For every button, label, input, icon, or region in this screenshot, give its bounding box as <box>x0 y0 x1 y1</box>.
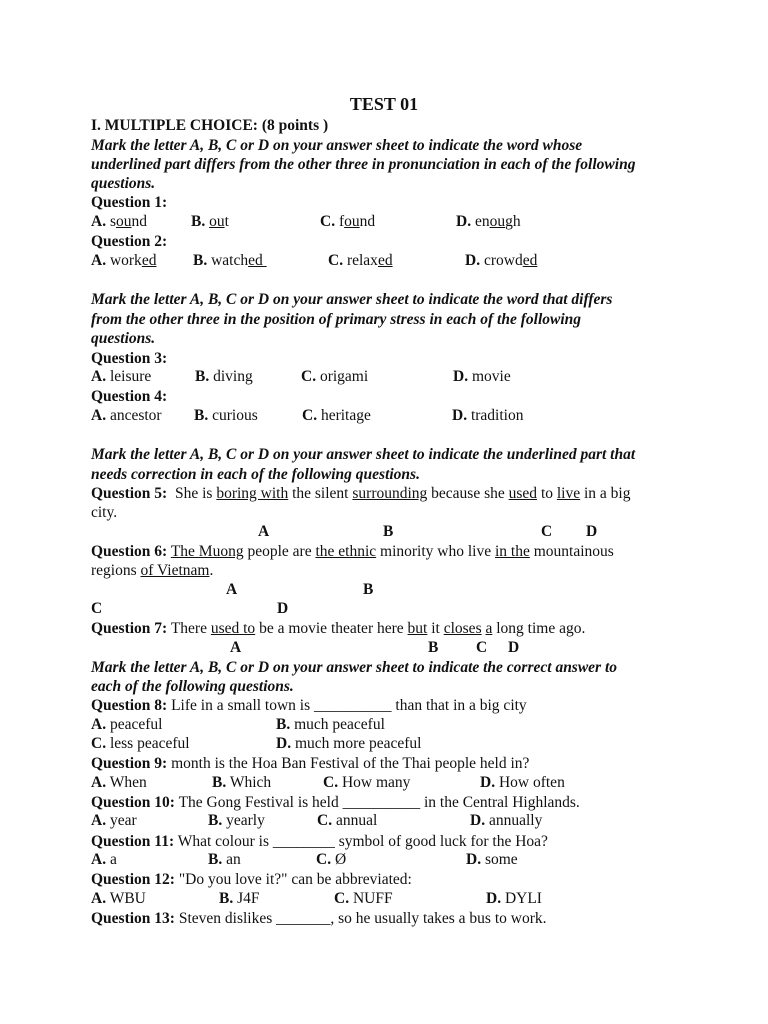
section-heading: I. MULTIPLE CHOICE: (8 points ) <box>91 117 329 134</box>
q2-option-c: C. relaxed <box>328 252 393 269</box>
q11-option-b: B. an <box>208 851 241 868</box>
q3-option-a: A. leisure <box>91 368 152 385</box>
q12-option-b: B. J4F <box>219 890 260 907</box>
q8-option-b: B. much peaceful <box>276 716 385 733</box>
q8-option-d: D. much more peaceful <box>276 735 422 752</box>
question-9: Question 9: month is the Hoa Ban Festival of the Thai people held in? <box>91 755 530 772</box>
question-8: Question 8: Life in a small town is __________ than that in a big city <box>91 697 527 714</box>
question-13: Question 13: Steven dislikes _______, so he usually takes a bus to work. <box>91 910 547 927</box>
q1-option-a: A. sound <box>91 213 147 230</box>
instruction-stress: from the other three in the position of primary stress in each of the following <box>91 311 582 328</box>
instruction-correct-answer: Mark the letter A, B, C or D on your answer sheet to indicate the correct answer to <box>91 659 618 676</box>
question-2-label: Question 2: <box>91 233 168 250</box>
q1-option-c: C. found <box>320 213 376 230</box>
q8-option-c: C. less peaceful <box>91 735 190 752</box>
q2-option-d: D. crowded <box>465 252 538 269</box>
q3-option-c: C. origami <box>301 368 369 385</box>
instruction-stress: questions. <box>91 330 156 347</box>
q10-option-d: D. annually <box>470 812 543 829</box>
instruction-stress: Mark the letter A, B, C or D on your answer sheet to indicate the word that differs <box>91 291 613 308</box>
q9-option-d: D. How often <box>480 774 565 791</box>
instruction-correction: needs correction in each of the following questions. <box>91 466 420 483</box>
q4-option-a: A. ancestor <box>91 407 162 424</box>
q3-option-b: B. diving <box>195 368 253 385</box>
question-10: Question 10: The Gong Festival is held __________ in the Central Highlands. <box>91 794 580 811</box>
instruction-pronunciation: underlined part differs from the other three in pronunciation in each of the following <box>91 156 636 173</box>
question-7: Question 7: There used to be a movie theater here but it closes a long time ago. <box>91 620 586 637</box>
q12-option-c: C. NUFF <box>334 890 393 907</box>
q2-option-a: A. worked <box>91 252 157 269</box>
q1-option-d: D. enough <box>456 213 521 230</box>
q10-option-c: C. annual <box>317 812 378 829</box>
instruction-pronunciation: Mark the letter A, B, C or D on your answer sheet to indicate the word whose <box>91 137 583 154</box>
q12-option-d: D. DYLI <box>486 890 542 907</box>
q4-option-d: D. tradition <box>452 407 524 424</box>
instruction-correct-answer: each of the following questions. <box>91 678 294 695</box>
question-12: Question 12: "Do you love it?" can be abbreviated: <box>91 871 412 888</box>
question-5: Question 5: She is boring with the silent surrounding because she used to live in a big <box>91 485 631 502</box>
question-4-label: Question 4: <box>91 388 168 405</box>
question-6-continued: regions of Vietnam. <box>91 562 214 579</box>
q12-option-a: A. WBU <box>91 890 146 907</box>
page-title: TEST 01 <box>349 94 419 114</box>
q9-option-b: B. Which <box>212 774 272 791</box>
question-5-continued: city. <box>91 504 118 521</box>
question-11: Question 11: What colour is ________ symbol of good luck for the Hoa? <box>91 833 548 850</box>
question-3-label: Question 3: <box>91 350 168 367</box>
q2-option-b: B. watched <box>193 252 267 269</box>
q11-option-c: C. Ø <box>316 851 347 868</box>
q4-option-b: B. curious <box>194 407 258 424</box>
q1-option-b: B. out <box>191 213 229 230</box>
instruction-correction: Mark the letter A, B, C or D on your answer sheet to indicate the underlined part that <box>91 446 636 463</box>
q10-option-b: B. yearly <box>208 812 265 829</box>
q9-option-a: A. When <box>91 774 147 791</box>
question-6: Question 6: The Muong people are the ethnic minority who live in the mountainous <box>91 543 614 560</box>
q3-option-d: D. movie <box>453 368 511 385</box>
q8-option-a: A. peaceful <box>91 716 163 733</box>
q11-option-d: D. some <box>466 851 518 868</box>
q4-option-c: C. heritage <box>302 407 371 424</box>
q10-option-a: A. year <box>91 812 137 829</box>
q11-option-a: A. a <box>91 851 117 868</box>
question-1-label: Question 1: <box>91 194 168 211</box>
q9-option-c: C. How many <box>323 774 411 791</box>
instruction-pronunciation: questions. <box>91 175 156 192</box>
